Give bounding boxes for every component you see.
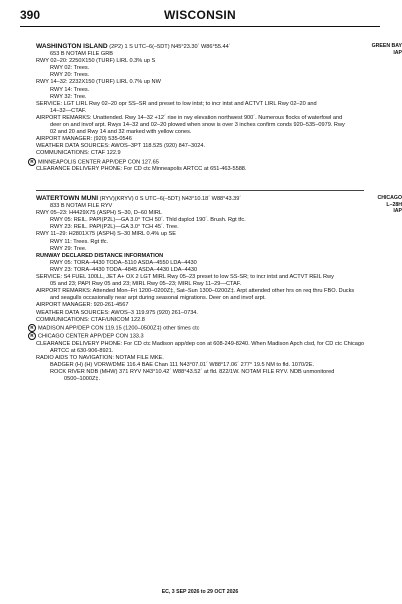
airport-name: WASHINGTON ISLAND <box>36 43 108 50</box>
chart-reference: CHICAGO L–28H IAP <box>377 195 402 215</box>
communications-line: COMMUNICATIONS: CTAF/UNICOM 122.8 <box>36 316 145 323</box>
runway-end-line: RWY 11: Trees. Rgt tfc. <box>50 238 109 245</box>
remarks-line: 02 and 20 and Rwy 14 and 32 marked with yellow cones. <box>50 129 192 136</box>
runway-line: RWY 02–20: 2250X150 (TURF) LIRL 0.3% up S <box>36 58 156 65</box>
navaid-line: BADGER (H) (H) VORW/DME 116.4 BAE Chan 111 N43°07.01´ W88°17.06´ 277° 19.5 NM to fld. 1070/2E. <box>50 362 315 369</box>
remarks-line: AIRPORT REMARKS: Attended Mon–Fri 1200–0200Z‡, Sat–Sun 1300–0200Z‡. Arpt attended other hrs on req thru FBO. Ducks <box>36 288 355 295</box>
page-number: 390 <box>20 8 41 22</box>
airport-header-info: (2P2) 1 S UTC–6(–5DT) N45°23.30´ W86°55.44´ <box>109 44 231 50</box>
declared-distance-line: RWY 23: TORA–4430 TODA–4845 ASDA–4430 LDA–4430 <box>50 266 198 273</box>
page-header <box>20 8 380 27</box>
remarks-line: and seagulls occasionally near arpt during seasonal migrations. Deer on and invof arpt. <box>50 295 266 302</box>
navaid-line: 0500–1000Z‡. <box>64 376 101 383</box>
radar-r-icon: R <box>28 332 36 340</box>
service-line: 14–32—CTAF. <box>50 107 87 114</box>
airport-name: WATERTOWN MUNI <box>36 195 99 202</box>
radio-aids-line: RADIO AIDS TO NAVIGATION: NOTAM FILE MKE. <box>36 355 164 362</box>
declared-distance-line: RWY 05: TORA–4430 TODA–5110 ASDA–4550 LDA–4430 <box>50 259 197 266</box>
runway-end-line: RWY 05: REIL. PAPI(P2L)—GA 3.0° TCH 50´. Thld dsplcd 190´. Brush. Rgt tfc. <box>50 217 246 224</box>
radar-r-icon: R <box>28 158 36 166</box>
weather-data-line: WEATHER DATA SOURCES: AWOS–3PT 118.525 (920) 847–3024. <box>36 143 206 150</box>
center-control-line: CHICAGO CENTER APP/DEP CON 133.3 <box>38 333 144 340</box>
runway-end-line: RWY 29: Tree. <box>50 245 87 252</box>
service-line: SERVICE: LGT LIRL Rwy 02–20 opr SS–SR and preset to low intst; to incr intst and ACTVT LIRL Rwy 02–20 and <box>36 100 317 107</box>
remarks-line: AIRPORT REMARKS: Unattended. Rwy 14–32 +12´ rise in rwy elevation northwest 900´. Numerous flocks of waterfowl and <box>36 114 343 121</box>
state-title: WISCONSIN <box>163 8 237 22</box>
airport-manager-line: AIRPORT MANAGER: (920) 535-0546 <box>36 136 132 143</box>
airport-header-info: (RYV)(KRYV) 0 S UTC–6(–5DT) N43°10.18´ W88°43.39´ <box>99 196 242 202</box>
clearance-line: CLEARANCE DELIVERY PHONE: For CD ctc Minneapolis ARTCC at 651-463-5588. <box>36 166 247 173</box>
navaid-line: ROCK RIVER NDB (MHW) 371 RYV N43°10.42´ W88°43.52´ at fld. 822/1W. NOTAM FILE RYV. NDB unmonitored <box>50 369 335 376</box>
runway-end-line: RWY 23: REIL. PAPI(P2L)—GA 3.0° TCH 45´. Tree. <box>50 224 179 231</box>
radar-r-icon: R <box>28 324 36 332</box>
runway-line: RWY 11–29: H2801X75 (ASPH) S–30 MIRL 0.4% up SE <box>36 231 177 238</box>
weather-data-line: WEATHER DATA SOURCES: AWOS–3 119.975 (920) 261–0734. <box>36 309 198 316</box>
entry-divider <box>36 190 364 191</box>
chart-reference: GREEN BAY IAP <box>371 43 402 56</box>
declared-distance-heading: RUNWAY DECLARED DISTANCE INFORMATION <box>36 252 164 259</box>
airport-elevation-line: 653 B NOTAM FILE GRB <box>50 51 113 58</box>
approach-control-line: MADISON APP/DEP CON 119.15 (1200–0500Z‡) other times ctc <box>38 325 200 332</box>
airport-entry-watertown-muni <box>30 195 402 383</box>
airport-manager-line: AIRPORT MANAGER: 920-261-4567 <box>36 302 129 309</box>
communications-line: COMMUNICATIONS: CTAF 122.9 <box>36 150 121 157</box>
runway-end-line: RWY 32: Tree. <box>50 93 87 100</box>
effective-dates-footer: EC, 3 SEP 2026 to 29 OCT 2026 <box>161 589 239 595</box>
service-line: SERVICE: S4 FUEL 100LL, JET A+ OX 2 LGT MIRL Rwy 05–23 preset to low SS-SR; to incr intst and ACTVT REIL Rwy <box>36 274 334 281</box>
runway-end-line: RWY 20: Trees. <box>50 72 90 79</box>
approach-control-line: MINNEAPOLIS CENTER APP/DEP CON 127.65 <box>38 158 159 165</box>
airport-elevation-line: 833 B NOTAM FILE RYV <box>50 203 113 210</box>
runway-end-line: RWY 14: Trees. <box>50 86 90 93</box>
runway-line: RWY 14–32: 2232X150 (TURF) LIRL 0.7% up NW <box>36 79 161 86</box>
runway-end-line: RWY 02: Trees. <box>50 65 90 72</box>
service-line: 05 and 23; PAPI Rwy 05 and 23; MIRL Rwy 05–23; MIRL Rwy 11–29—CTAF. <box>50 281 242 288</box>
clearance-line: CLEARANCE DELIVERY PHONE: For CD ctc Madison app/dep con at 608-249-8240. When Madison Apch clsd, for CD ctc Chicago <box>36 340 365 347</box>
airport-entry-washington-island <box>30 43 402 173</box>
remarks-line: deer on and invof arpt. Rwys 14–32 and 02–20 plowed when snow is over 3 inches confirm conds 920–535–0979. Rwy <box>50 122 345 129</box>
clearance-line: ARTCC at 630-906-8921. <box>50 347 114 354</box>
runway-line: RWY 05–23: H4429X75 (ASPH) S–30, D–60 MIRL <box>36 210 163 217</box>
